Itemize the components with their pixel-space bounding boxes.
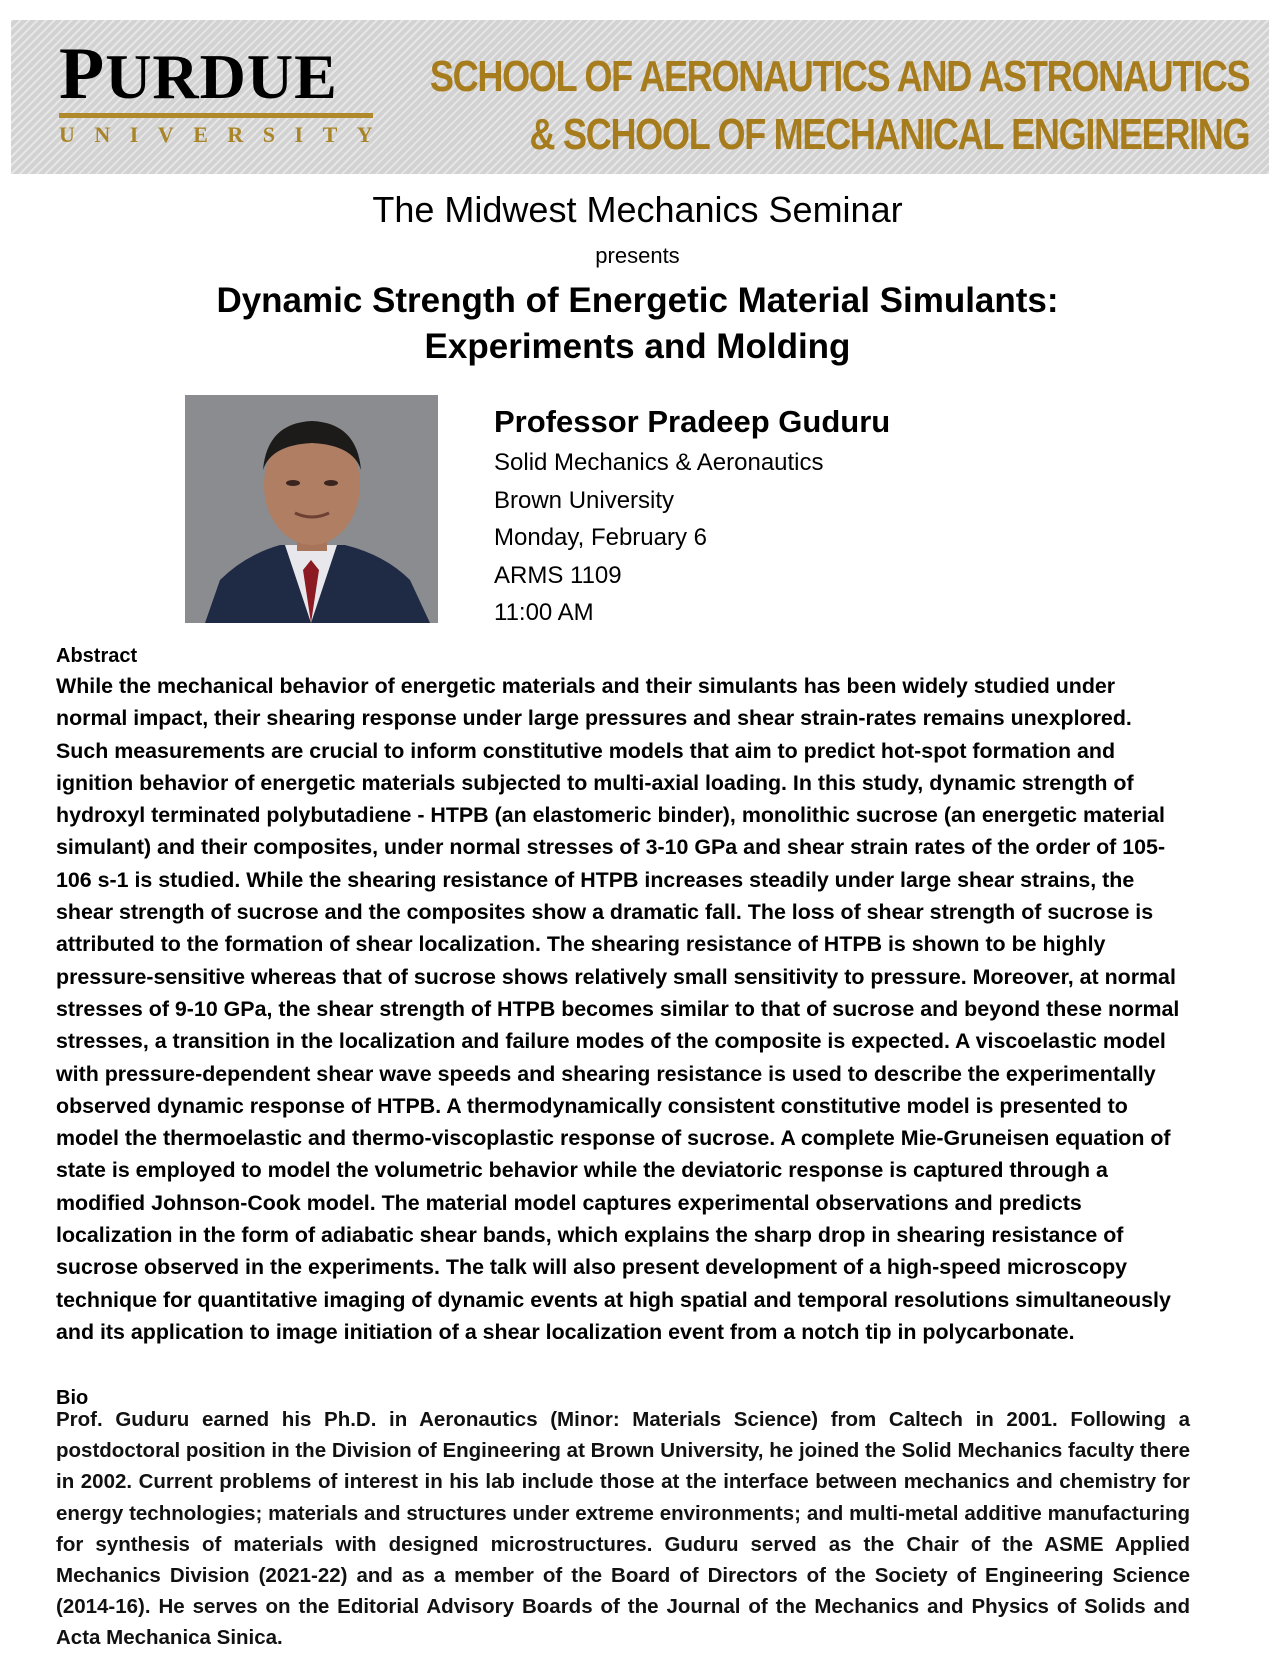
abstract-text: While the mechanical behavior of energetic materials and their simulants has been widely studied under normal impact, their shearing response under large pressures and shear strain-rates remains unexplored. Such measurements are crucial to inform constitutive models that aim to predict hot-spot formation and ignition behavior of energetic materials subjected to multi-axial loading. In this study, dynamic strength of hydroxyl terminated polybutadiene - HTPB (an elastomeric binder), monolithic sucrose (an energetic material simulant) and their composites, under normal stresses of 3-10 GPa and shear strain rates of the order of 105-106 s-1 is studied. While the shearing resistance of HTPB increases steadily under large shear strains, the shear strength of sucrose and the composites show a dramatic fall. The loss of shear strength of sucrose is attributed to the formation of shear localization. The shearing resistance of HTPB is shown to be highly pressure-sensitive whereas that of sucrose shows relatively small sensitivity to pressure. Moreover, at normal stresses of 9-10 GPa, the shear strength of HTPB becomes similar to that of sucrose and beyond these normal stresses, a transition in the localization and failure modes of the composite is expected. A viscoelastic model with pressure-dependent shear wave speeds and shearing resistance is used to describe the experimentally observed dynamic response of HTPB. A thermodynamically consistent constitutive model is presented to model the thermoelastic and thermo-viscoplastic response of sucrose. A complete Mie-Gruneisen equation of state is employed to model the volumetric behavior while the deviatoric response is captured through a modified Johnson-Cook model. The material model captures experimental observations and predicts localization in the form of adiabatic shear bands, which explains the sharp drop in shearing resistance of sucrose observed in the experiments. The talk will also present development of a high-speed microscopy technique for quantitative imaging of dynamic events at high spatial and temporal resolutions simultaneously and its application to image initiation of a shear localization event from a notch tip in polycarbonate. (56, 674, 1180, 1344)
logo-wordmark-rest: URDUE (105, 41, 338, 112)
school-line-2: & SCHOOL OF MECHANICAL ENGINEERING (529, 110, 1249, 159)
logo-wordmark-initial: P (59, 33, 106, 115)
speaker-name: Professor Pradeep Guduru (494, 404, 891, 439)
bio-heading: Bio (56, 1387, 89, 1409)
event-date: Monday, February 6 (494, 524, 707, 551)
abstract-heading: Abstract (56, 645, 138, 667)
speaker-institution: Brown University (494, 486, 675, 514)
portrait-illustration (185, 395, 438, 623)
header-banner (11, 20, 1269, 174)
presents-label: presents (595, 243, 680, 268)
logo-subtitle: UNIVERSITY (59, 122, 393, 147)
logo-wordmark (59, 33, 377, 115)
talk-title-line-2: Experiments and Molding (424, 327, 851, 366)
logo-divider (59, 113, 373, 118)
event-room: ARMS 1109 (494, 561, 622, 589)
purdue-logo (59, 33, 393, 148)
school-line-1: SCHOOL OF AERONAUTICS AND ASTRONAUTICS (429, 52, 1249, 101)
school-names (430, 48, 1249, 164)
speaker-photo (185, 395, 438, 623)
speaker-department: Solid Mechanics & Aeronautics (494, 449, 824, 476)
bio-text: Prof. Guduru earned his Ph.D. in Aeronautics (Minor: Materials Science) from Caltech in 2001. Following a postdoctoral position in the Division of Engineering at Brown University, he joined the Solid Mechanics faculty there in 2002. Current problems of interest in his lab include those at the interface between mechanics and chemistry for energy technologies; materials and structures under extreme environments; and multi-metal additive manufacturing for synthesis of materials with designed microstructures. Guduru served as the Chair of the ASME Applied Mechanics Division (2021-22) and as a member of the Board of Directors of the Society of Engineering Science (2014-16). He serves on the Editorial Advisory Boards of the Journal of the Mechanics and Physics of Solids and Acta Mechanica Sinica. (56, 1408, 1190, 1650)
speaker-info (494, 402, 890, 632)
talk-title-line-1: Dynamic Strength of Energetic Material Simulants: (216, 281, 1059, 320)
seminar-series: The Midwest Mechanics Seminar (372, 189, 903, 230)
talk-title (0, 278, 1275, 370)
event-time: 11:00 AM (494, 599, 594, 626)
